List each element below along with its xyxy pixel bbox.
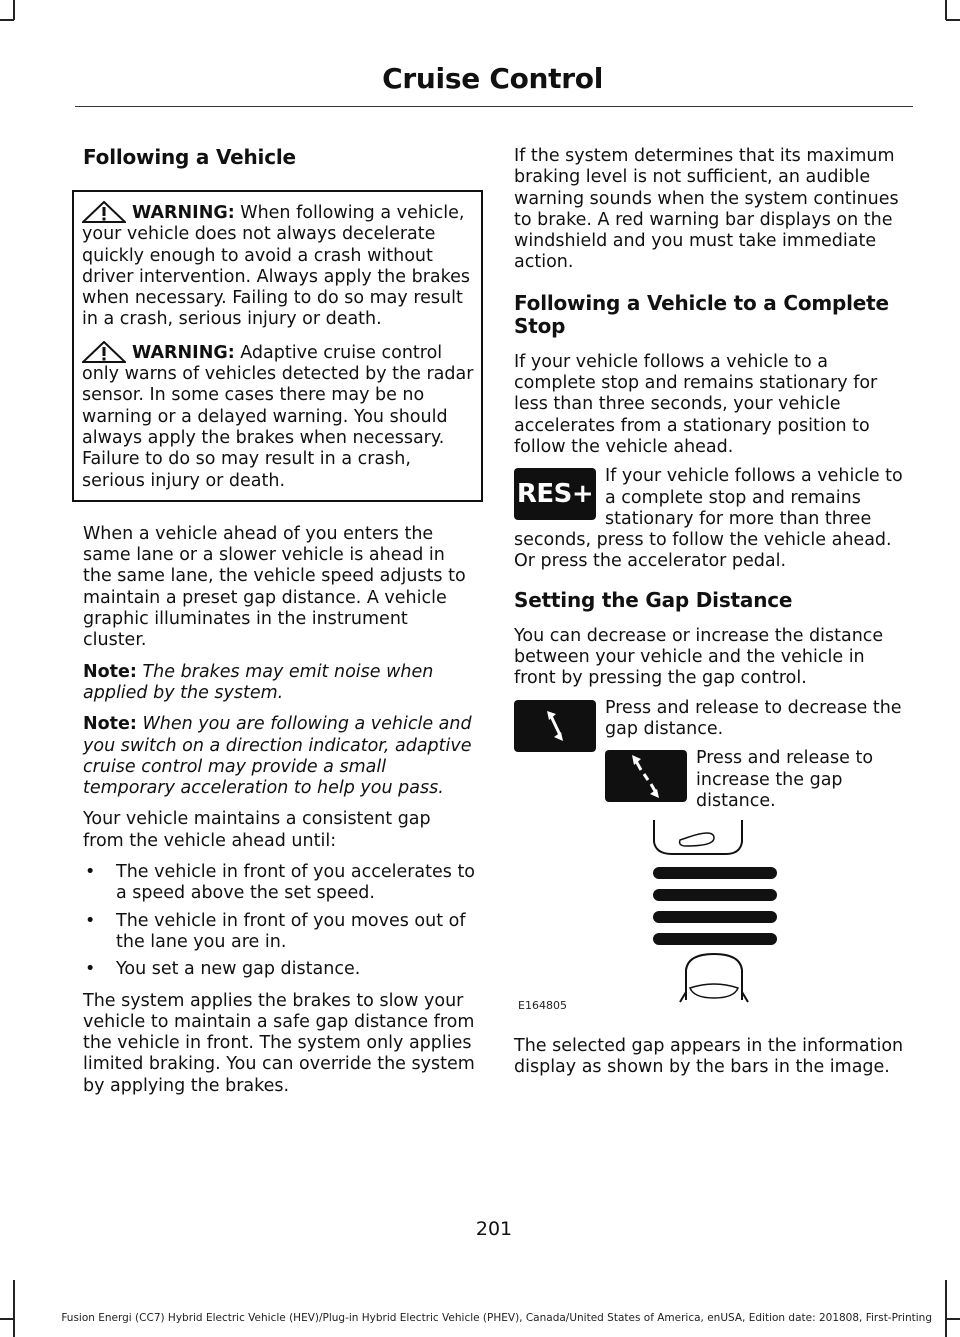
figure-code: E164805 xyxy=(518,998,567,1012)
note xyxy=(83,662,475,705)
crop-mark xyxy=(946,1318,960,1320)
section-heading-following: Following a Vehicle xyxy=(83,145,296,169)
res-plus-description: If your vehicle follows a vehicle to a complete stop and remains stationary for more than three seconds, press to follow the vehicle ahead. Or press the accelerator pedal. xyxy=(514,466,903,572)
warning-1 xyxy=(82,203,475,331)
page-number: 201 xyxy=(475,1218,513,1240)
note-text: The brakes may emit noise when applied by the system. xyxy=(83,661,434,703)
res-plus-button-icon xyxy=(514,468,596,520)
note-text: When you are following a vehicle and you switch on a direction indicator, adaptive cruise control may provide a small temporary acceleration to help you pass. xyxy=(83,714,472,799)
warning-triangle-icon xyxy=(82,201,126,223)
section-heading-complete-stop: Following a Vehicle to a Complete Stop xyxy=(514,290,889,338)
list-item: • The vehicle in front of you moves out of the lane you are in. xyxy=(83,911,475,954)
gap-increase-icon xyxy=(605,750,687,802)
gap-decrease-arrow xyxy=(525,702,585,750)
crop-mark xyxy=(13,0,15,20)
paragraph: You can decrease or increase the distance between your vehicle and the vehicle in front by pressing the gap control. xyxy=(514,625,884,689)
paragraph: If your vehicle follows a vehicle to a complete stop and remains stationary for less than three seconds, your vehicle accelerates from a stationary position to follow the vehicle ahead. xyxy=(514,351,878,457)
page-title: Cruise Control xyxy=(382,62,603,95)
crop-mark xyxy=(0,19,14,21)
warning-text: When following a vehicle, your vehicle does not always decelerate quickly enough to avoid a crash without driver intervention. Always apply the brakes when necessary. Failing to do so may result in a crash, serious injury or death. xyxy=(82,203,471,330)
gap-increase-row xyxy=(514,748,906,812)
warning-box xyxy=(72,190,483,502)
section-heading-gap-distance: Setting the Gap Distance xyxy=(514,587,793,612)
gap-decrease-text: Press and release to decrease the gap distance. xyxy=(605,697,902,739)
note-label: Note: xyxy=(83,714,137,735)
warning-label: WARNING: xyxy=(132,203,235,223)
gap-increase-text: Press and release to increase the gap distance. xyxy=(696,748,874,811)
list-item: • The vehicle in front of you accelerates to a speed above the set speed. xyxy=(83,862,475,905)
paragraph: The selected gap appears in the information display as shown by the bars in the image. xyxy=(514,1036,904,1078)
right-column xyxy=(514,146,906,1089)
list-item: • You set a new gap distance. xyxy=(83,959,475,980)
paragraph: The system applies the brakes to slow your vehicle to maintain a safe gap distance from the vehicle in front. The system only applies limited braking. You can override the system by applying the brakes. xyxy=(83,990,475,1096)
gap-increase-arrow xyxy=(616,752,676,800)
left-column xyxy=(83,146,475,1107)
warning-text: Adaptive cruise control only warns of vehicles detected by the radar sensor. In some cases there may be no warning or a delayed warning. You should always apply the brakes when necessary. Failure to do so may result in a crash, serious injury or death. xyxy=(82,342,474,491)
gap-distance-bars-figure xyxy=(514,820,906,1020)
page-header xyxy=(75,60,913,107)
paragraph: Your vehicle maintains a consistent gap from the vehicle ahead until: xyxy=(83,809,431,851)
warning-2 xyxy=(82,343,475,492)
note-label: Note: xyxy=(83,661,137,682)
crop-mark xyxy=(13,1280,15,1337)
warning-triangle-icon xyxy=(82,341,126,363)
bullet-list xyxy=(83,862,475,980)
res-plus-row xyxy=(514,466,906,572)
crop-mark xyxy=(945,0,947,20)
crop-mark xyxy=(946,19,960,21)
gap-decrease-row xyxy=(514,698,906,741)
paragraph: If the system determines that its maximum braking level is not sufficient, an audible warning sounds when the system continues to brake. A red warning bar displays on the windshield and you must take immediate action. xyxy=(514,146,899,273)
warning-label: WARNING: xyxy=(132,342,235,363)
note xyxy=(83,714,475,799)
gap-distance-illustration xyxy=(514,820,906,1020)
crop-mark xyxy=(945,1280,947,1337)
res-plus-label: RES+ xyxy=(516,478,594,509)
footer-text: Fusion Energi (CC7) Hybrid Electric Vehicle (HEV)/Plug-in Hybrid Electric Vehicle (PHEV), Canada/United States of America, enUSA, Edition date: 201808, First-Printing xyxy=(61,1312,932,1324)
gap-decrease-icon xyxy=(514,700,596,752)
paragraph: When a vehicle ahead of you enters the same lane or a slower vehicle is ahead in the same lane, the vehicle speed adjusts to maintain a preset gap distance. A vehicle graphic illuminates in the instrument cluster. xyxy=(83,523,466,651)
